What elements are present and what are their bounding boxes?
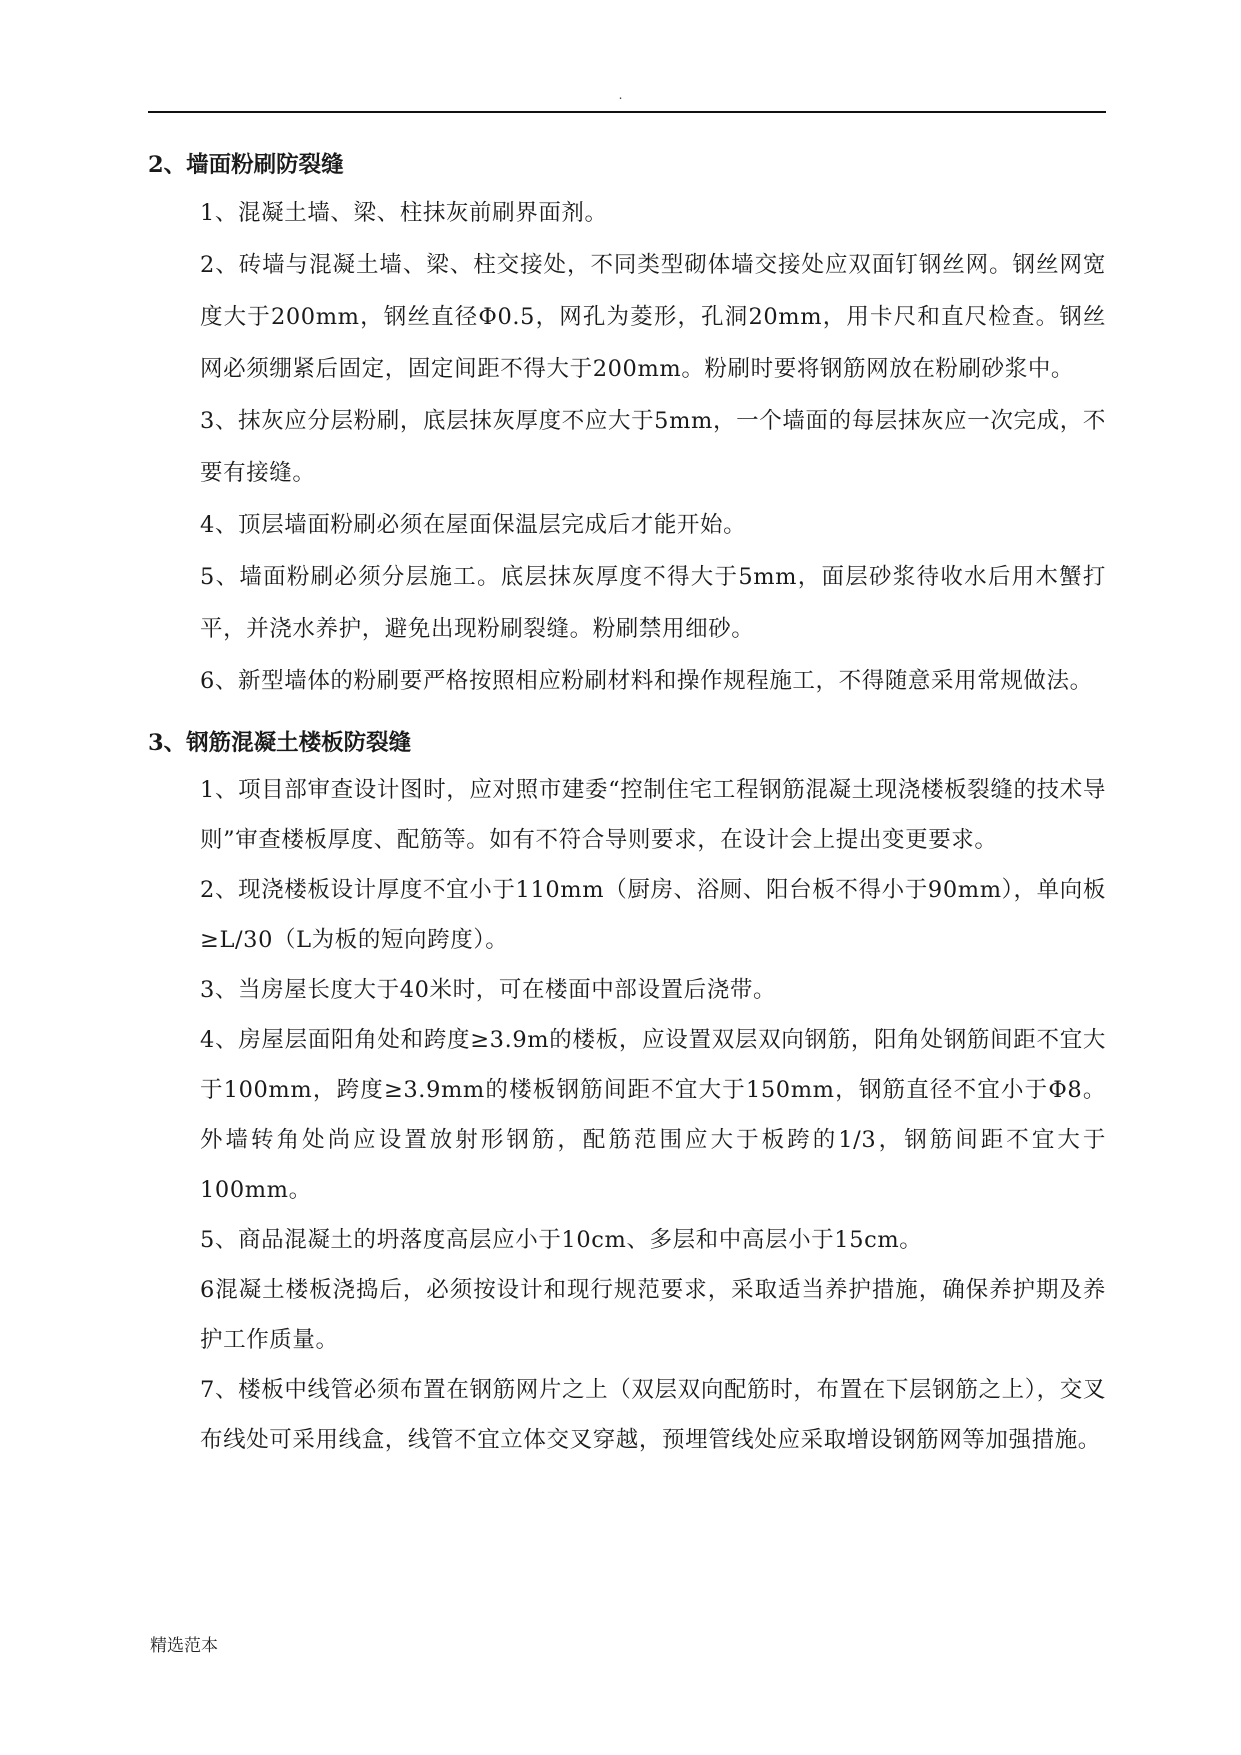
wall-item-4: 4、顶层墙面粉刷必须在屋面保温层完成后才能开始。 xyxy=(200,512,747,538)
section-heading-floor-slab: 3、钢筋混凝土楼板防裂缝 xyxy=(148,730,412,756)
section-heading-wall-plaster: 2、墙面粉刷防裂缝 xyxy=(148,152,344,178)
header-mark: . xyxy=(618,88,623,102)
slab-item-7: 7、楼板中线管必须布置在钢筋网片之上（双层双向配筋时，布置在下层钢筋之上），交叉布线处可采用线盒，线管不宜立体交叉穿越，预埋管线处应采取增设钢筋网等加强措施。 xyxy=(200,1377,1106,1453)
wall-item-3: 3、抹灰应分层粉刷，底层抹灰厚度不应大于5mm，一个墙面的每层抹灰应一次完成，不要有接缝。 xyxy=(200,408,1106,486)
slab-item-2: 2、现浇楼板设计厚度不宜小于110mm（厨房、浴厕、阳台板不得小于90mm），单向板≥L/30（L为板的短向跨度）。 xyxy=(200,877,1106,953)
wall-item-1: 1、混凝土墙、梁、柱抹灰前刷界面剂。 xyxy=(200,200,608,226)
section-gap xyxy=(148,707,1106,721)
slab-item-3: 3、当房屋长度大于40米时，可在楼面中部设置后浇带。 xyxy=(200,977,777,1003)
wall-item-2: 2、砖墙与混凝土墙、梁、柱交接处，不同类型砌体墙交接处应双面钉钢丝网。钢丝网宽度大于200mm，钢丝直径Φ0.5，网孔为菱形，孔洞20mm，用卡尺和直尺检查。钢丝网必须绷紧后固定，固定间距不得大于200mm。粉刷时要将钢筋网放在粉刷砂浆中。 xyxy=(200,252,1106,382)
document-body xyxy=(148,143,1106,1465)
wall-item-6: 6、新型墙体的粉刷要严格按照相应粉刷材料和操作规程施工，不得随意采用常规做法。 xyxy=(200,668,1093,694)
header-rule xyxy=(148,111,1106,113)
footer-label: 精选范本 xyxy=(150,1636,218,1656)
slab-item-5: 5、商品混凝土的坍落度高层应小于10cm、多层和中高层小于15cm。 xyxy=(200,1227,923,1253)
slab-item-4: 4、房屋层面阳角处和跨度≥3.9m的楼板，应设置双层双向钢筋，阳角处钢筋间距不宜大于100mm，跨度≥3.9mm的楼板钢筋间距不宜大于150mm，钢筋直径不宜小于Φ8。外墙转角处尚应设置放射形钢筋，配筋范围应大于板跨的1/3，钢筋间距不宜大于100mm。 xyxy=(200,1027,1106,1203)
slab-item-1: 1、项目部审查设计图时，应对照市建委“控制住宅工程钢筋混凝土现浇楼板裂缝的技术导则”审查楼板厚度、配筋等。如有不符合导则要求，在设计会上提出变更要求。 xyxy=(200,777,1106,853)
wall-item-5: 5、墙面粉刷必须分层施工。底层抹灰厚度不得大于5mm，面层砂浆待收水后用木蟹打平，并浇水养护，避免出现粉刷裂缝。粉刷禁用细砂。 xyxy=(200,564,1106,642)
slab-item-6: 6混凝土楼板浇捣后，必须按设计和现行规范要求，采取适当养护措施，确保养护期及养护工作质量。 xyxy=(200,1277,1106,1353)
